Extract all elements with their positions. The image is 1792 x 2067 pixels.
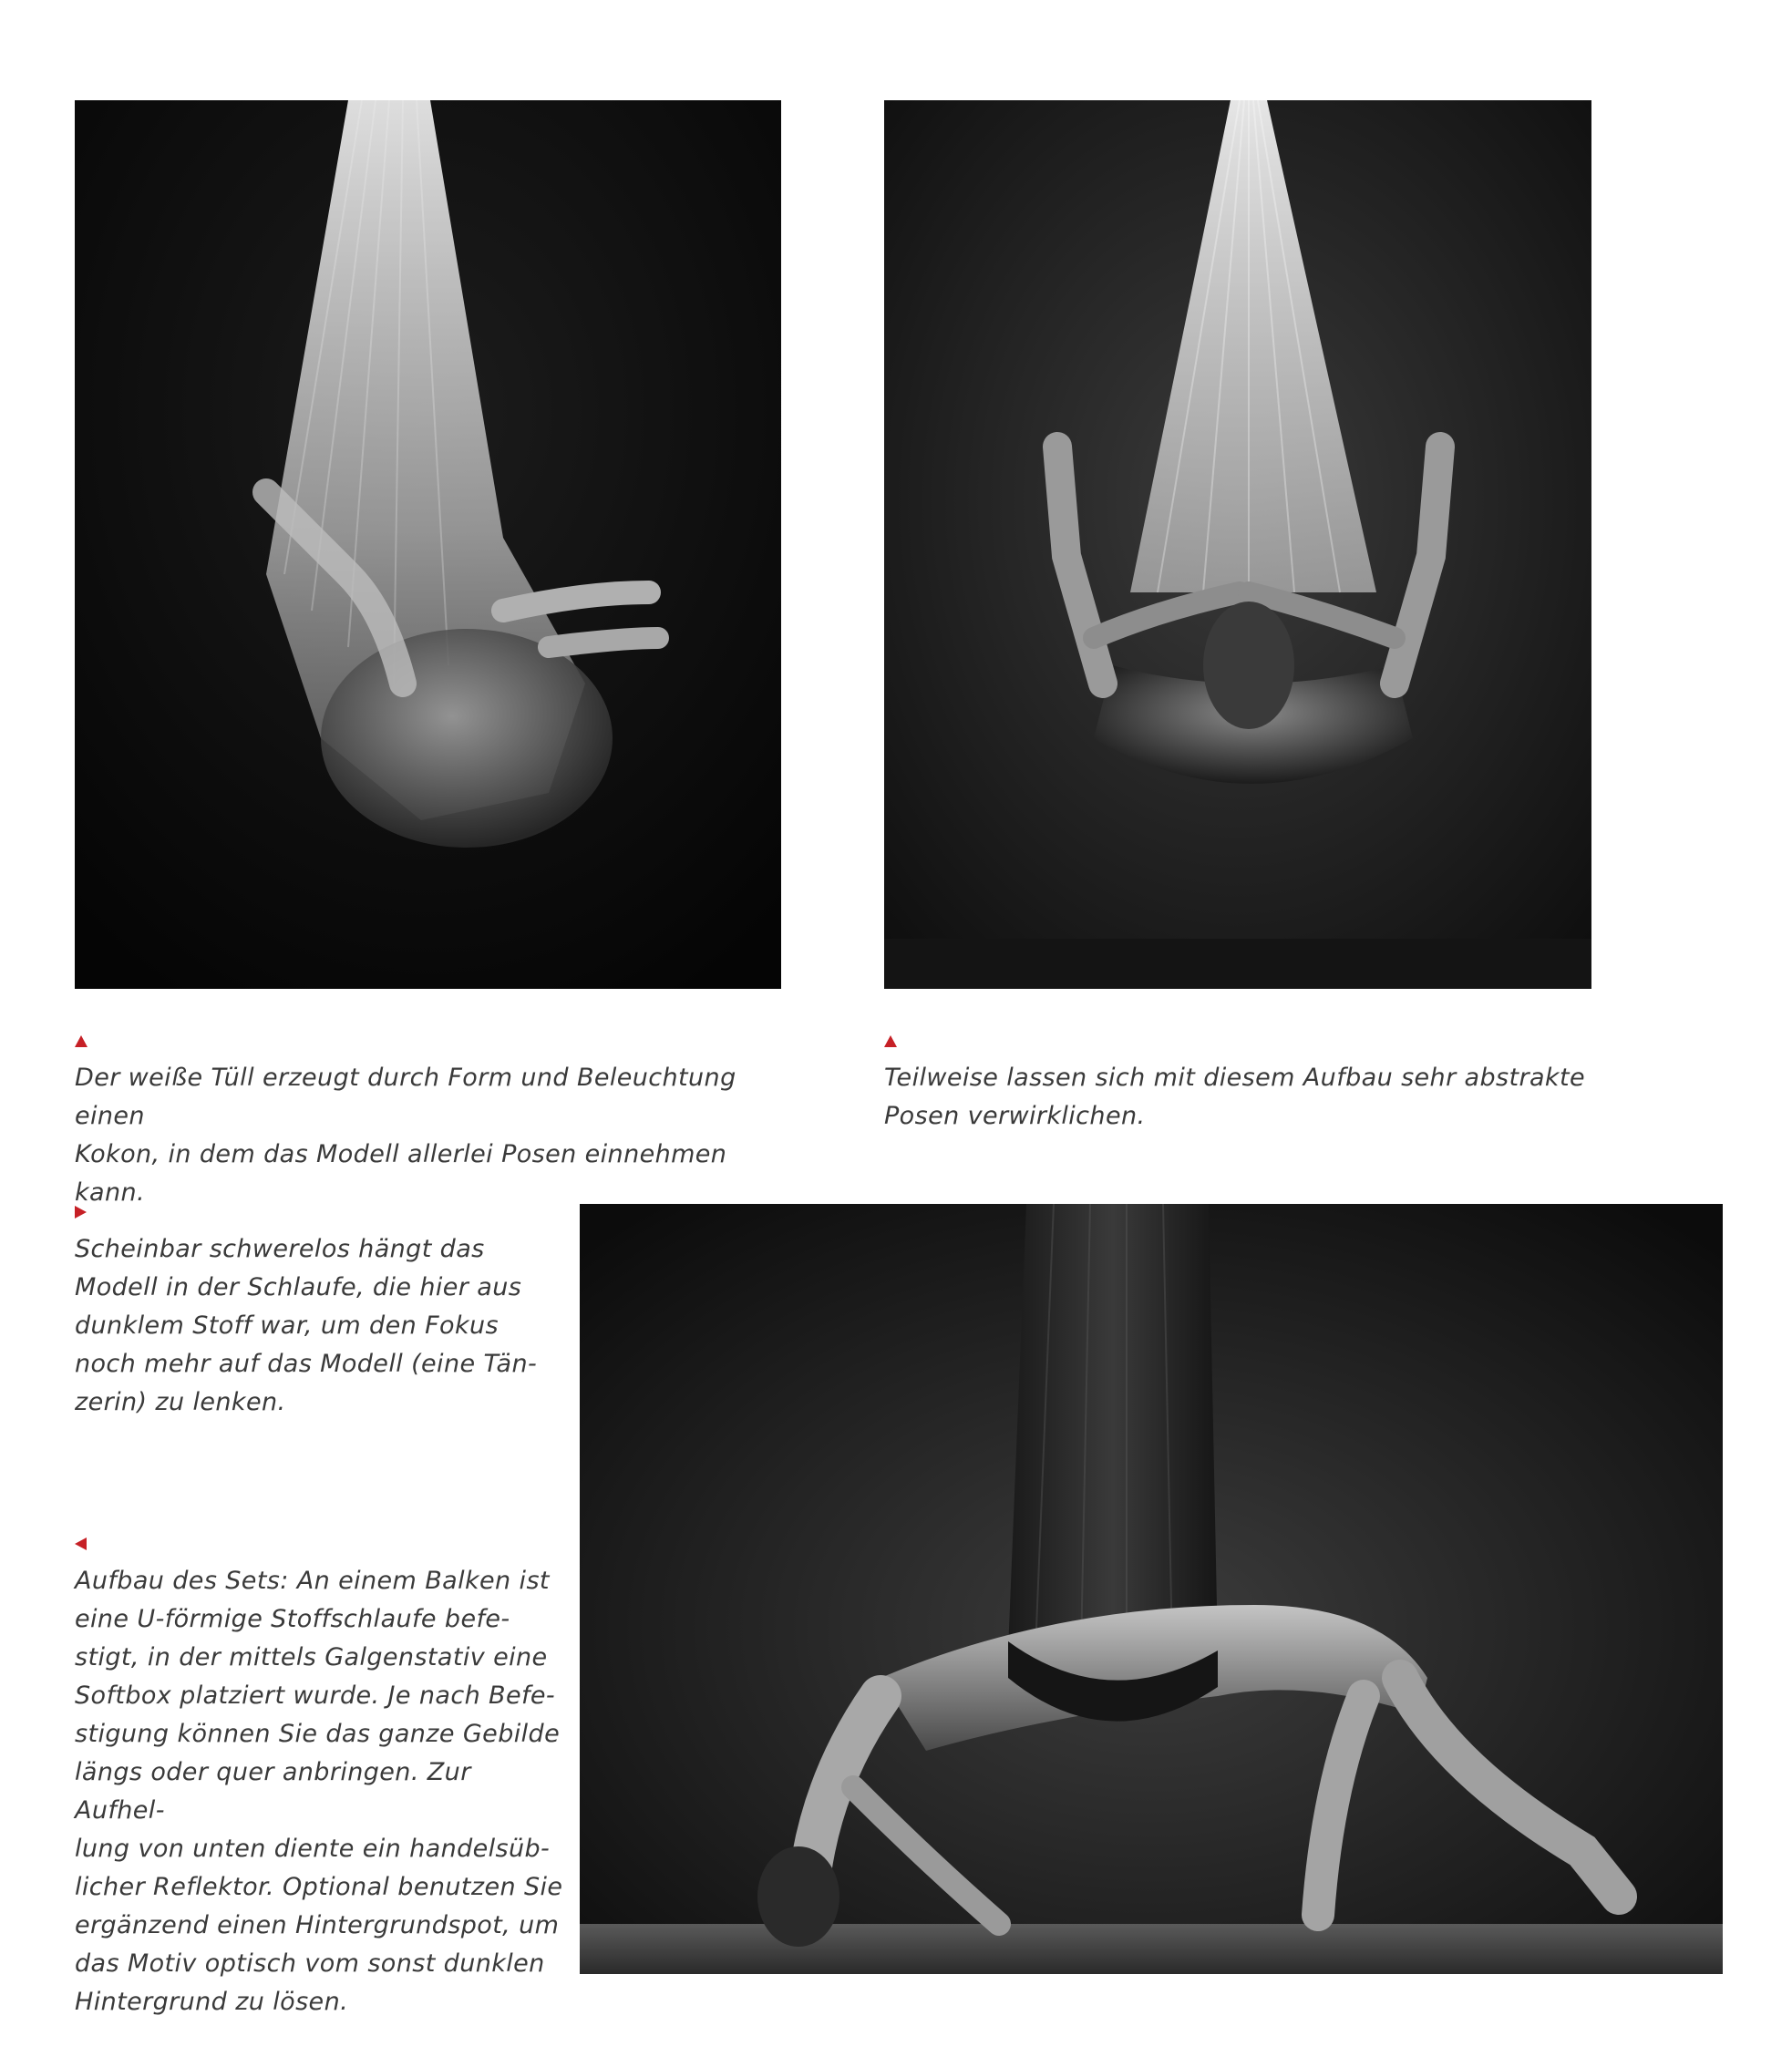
caption-marker-triangle-up-icon (75, 1035, 88, 1047)
caption-marker-triangle-right-icon (75, 1206, 87, 1219)
caption-tulle-cocoon: Der weiße Tüll erzeugt durch Form und Beleuchtung einen Kokon, in dem das Modell allerlei Posen einnehmen kann. (75, 1064, 736, 1207)
caption-marker-triangle-up-icon (884, 1035, 897, 1047)
photo-abstract-pose (884, 100, 1591, 989)
photo-dancer-dark-sling (580, 1204, 1723, 1974)
photo-tulle-cocoon (75, 100, 781, 989)
caption-dancer-sling: Scheinbar schwerelos hängt das Modell in der Schlaufe, die hier aus dunklem Stoff war, um den Fokus noch mehr auf das Modell (eine Tän- zerin) zu lenken. (75, 1235, 538, 1416)
caption-set-setup: Aufbau des Sets: An einem Balken ist eine U-förmige Stoffschlaufe befe- stigt, in der mittels Galgenstativ eine Softbox platziert wurde. Je nach Befe- stigung können Sie das ganze Gebilde längs oder quer anbringen. Zur Aufhel- lung von unten diente ein handelsüb- licher Reflektor. Optional benutzen Sie ergänzend einen Hintergrundspot, um das Motiv optisch vom sonst dunklen Hintergrund zu lösen. (75, 1567, 563, 2016)
caption-marker-triangle-left-icon (75, 1537, 87, 1550)
caption-abstract-pose: Teilweise lassen sich mit diesem Aufbau sehr abstrakte Posen verwirklichen. (884, 1064, 1585, 1130)
